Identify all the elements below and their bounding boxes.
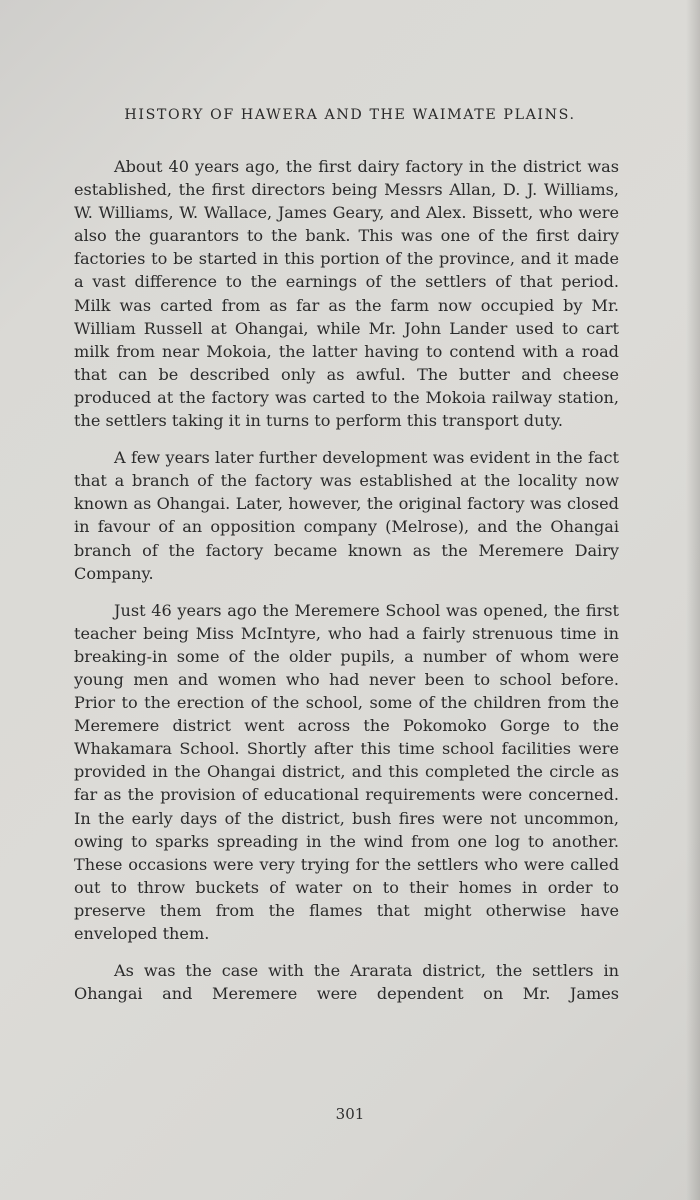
running-head: HISTORY OF HAWERA AND THE WAIMATE PLAINS. [124, 107, 576, 123]
paragraph-1: About 40 years ago, the first dairy factory in the district was established, the first directors being Messrs Allan, D. J. Williams, W. Williams, W. Wallace, James Geary, and Alex. Bissett, who were also the guarantors to the bank. This was one of the first dairy factories to be started in this portion of the province, and it made a vast difference to the earnings of the settlers of that period. Milk was carted from as far as the farm now occupied by Mr. William Russell at Ohangai, while Mr. John Lander used to cart milk from near Mokoia, the latter having to contend with a road that can be described only as awful. The butter and cheese produced at the factory was carted to the Mokoia railway station, the settlers taking it in turns to perform this transport duty. [74, 157, 619, 431]
page-edge-shadow [686, 0, 700, 1200]
page-number: 301 [335, 1105, 365, 1123]
paragraph-2: A few years later further development was evident in the fact that a branch of the factory was established at the locality now known as Ohangai. Later, however, the original factory was closed in favour of an opposition company (Melrose), and the Ohangai branch of the factory became known as the Meremere Dairy Company. [74, 448, 619, 583]
paragraph-3: Just 46 years ago the Meremere School was opened, the first teacher being Miss McIntyre, who had a fairly strenuous time in breaking-in some of the older pupils, a number of whom were young men and women who had never been to school before. Prior to the erection of the school, some of the children from the Meremere district went across the Pokomoko Gorge to the Whakamara School. Shortly after this time school facilities were provided in the Ohangai district, and this completed the circle as far as the provision of educational requirements were concerned. In the early days of the district, bush fires were not uncommon, owing to sparks spreading in the wind from one log to another. These occasions were very trying for the settlers who were called out to throw buckets of water on to their homes in order to preserve them from the flames that might otherwise have enveloped them. [74, 600, 619, 943]
body-text [74, 155, 619, 1019]
paragraph-4: As was the case with the Ararata district, the settlers in Ohangai and Meremere were dependent on Mr. James [74, 961, 619, 1004]
